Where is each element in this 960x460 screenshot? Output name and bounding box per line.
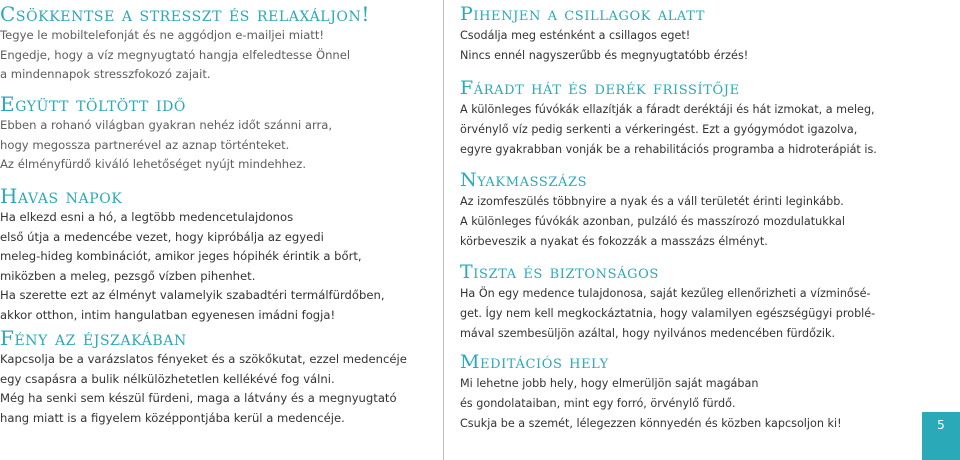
paragraph-line: Ebben a rohanó világban gyakran nehéz időt szánni arra, (0, 118, 333, 132)
paragraph-line: Még ha senki sem készül fürdeni, maga a látvány és a megnyugtató (0, 391, 397, 406)
section-neck-massage (460, 168, 900, 252)
paragraph-line: Ha szerette ezt az élményt valamelyik szabadtéri termálfürdőben, (0, 288, 385, 303)
paragraph-line: örvénylő víz pedig serkenti a vérkeringést. Ezt a gyógymódot igazolva, (460, 123, 858, 136)
section-snowy-days (0, 184, 408, 326)
paragraph-line: mával szembesüljön azáltal, hogy nyilvános medencében fürdőzik. (460, 327, 835, 340)
paragraph-line: Engedje, hogy a víz megnyugtató hangja elfeledtesse Önnel (0, 47, 351, 62)
paragraph-line: Nincs ennél nagyszerűbb és megnyugtatóbb érzés! (460, 49, 749, 62)
paragraph-line: hang miatt is a figyelem középpontjába kerül a medencéje. (0, 410, 345, 425)
section-title: Csökkentse a stresszt és relaxáljon! (0, 2, 370, 26)
section-title: Fény az éjszakában (0, 326, 187, 350)
section-relax (0, 2, 408, 85)
section-night-light (0, 326, 408, 428)
paragraph-line: Ha Ön egy medence tulajdonosa, saját kezűleg ellenőrizheti a vízminősé- (460, 287, 871, 300)
section-title: Pihenjen a csillagok alatt (460, 3, 705, 25)
column-divider (443, 0, 444, 460)
paragraph-line: Az izomfeszülés többnyire a nyak és a váll területét érinti leginkább. (460, 195, 844, 208)
paragraph-line: get. Így nem kell megkockáztatnia, hogy valamilyen egészségügyi problé- (460, 307, 876, 320)
paragraph-line: egy csapásra a bulik nélkülözhetetlen kellékévé fog válni. (0, 371, 335, 386)
section-title: Együtt töltött idő (0, 92, 186, 116)
paragraph-line: és gondolataiban, mint egy forró, örvénylő fürdő. (460, 397, 736, 410)
section-back-refresh (460, 76, 900, 160)
section-meditation (460, 350, 900, 434)
page-number: 5 (922, 412, 960, 460)
paragraph-line: A különleges fúvókák ellazítják a fáradt deréktáji és hát izmokat, a meleg, (460, 103, 875, 116)
paragraph-line: Tegye le mobiltelefonját és ne aggódjon e-mailjei miatt! (0, 28, 325, 42)
paragraph-line: Csukja be a szemét, lélegezzen könnyedén és közben kapcsoljon ki! (460, 417, 842, 430)
paragraph-line: Ha elkezd esni a hó, a legtöbb medencetulajdonos (0, 210, 294, 224)
paragraph-line: miközben a meleg, pezsgő vízben pihenhet. (0, 268, 256, 283)
paragraph-line: akkor otthon, intim hangulatban egyenesen imádni fogja! (0, 307, 336, 322)
paragraph-line: Mi lehetne jobb hely, hogy elmerüljön saját magában (460, 377, 759, 390)
section-title: Havas napok (0, 184, 123, 208)
paragraph-line: meleg-hideg kombinációt, amikor jeges hópihék érintik a bőrt, (0, 249, 362, 264)
section-clean-safe (460, 260, 900, 344)
paragraph-line: Kapcsolja be a varázslatos fényeket és a szökőkutat, ezzel medencéje (0, 352, 407, 366)
paragraph-line: első útja a medencébe vezet, hogy kipróbálja az egyedi (0, 229, 324, 244)
section-stars (460, 2, 900, 66)
section-together (0, 92, 408, 175)
paragraph-line: A különleges fúvókák azonban, pulzáló és masszírozó mozdulatukkal (460, 215, 845, 228)
section-title: Tiszta és biztonságos (460, 261, 659, 283)
paragraph-line: hogy megossza partnerével az aznap történteket. (0, 137, 290, 152)
paragraph-line: egyre gyakrabban vonják be a rehabilitációs programba a hidroterápiát is. (460, 143, 877, 156)
paragraph-line: körbeveszik a nyakat és fokozzák a masszázs élményt. (460, 235, 768, 248)
paragraph-line: Az élményfürdő kiváló lehetőséget nyújt mindehhez. (0, 157, 307, 172)
paragraph-line: a mindennapok stresszfokozó zajait. (0, 67, 211, 82)
section-title: Meditációs hely (460, 351, 609, 373)
section-title: Nyakmasszázs (460, 169, 588, 191)
section-title: Fáradt hát és derék frissítője (460, 77, 740, 99)
paragraph-line: Csodálja meg esténként a csillagos eget! (460, 29, 691, 42)
